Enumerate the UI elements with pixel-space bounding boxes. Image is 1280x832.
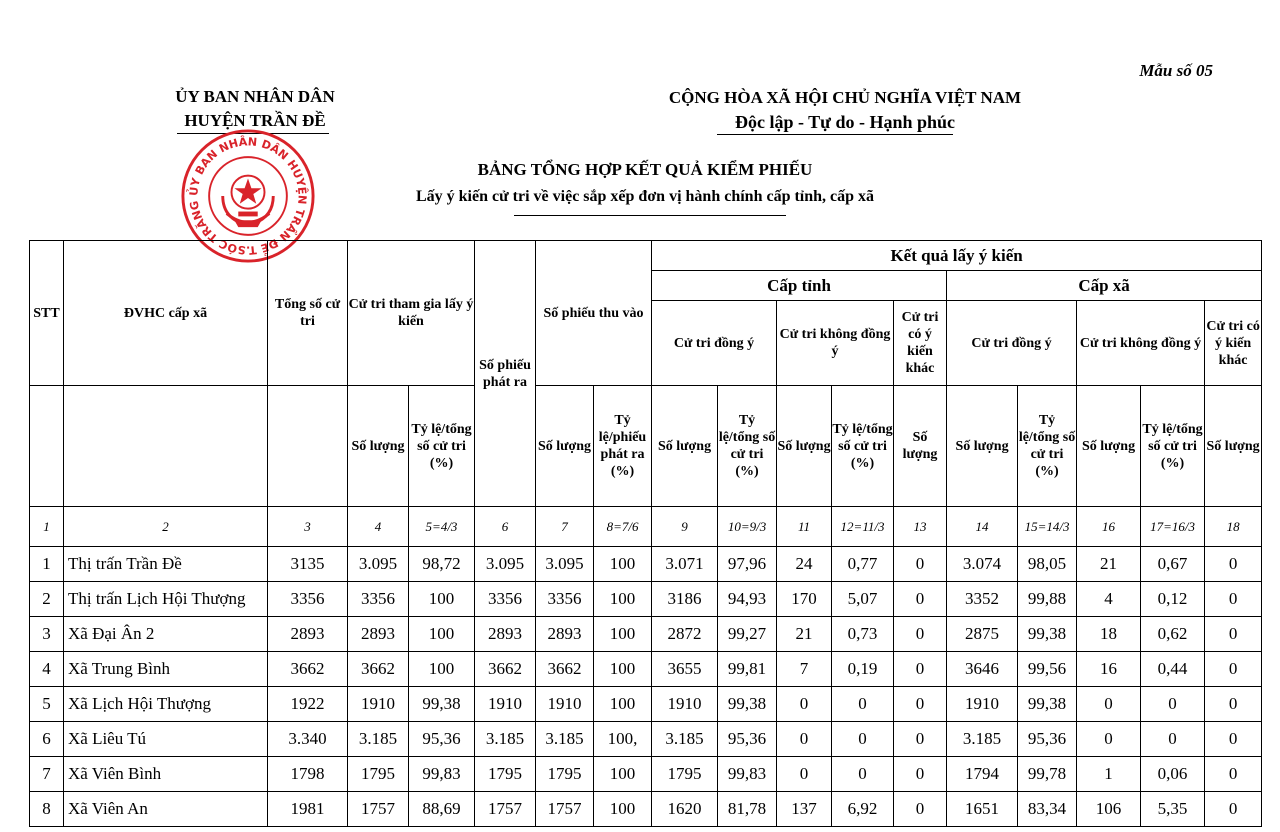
table-cell: 3662 [475, 652, 536, 687]
table-cell: 99,56 [1018, 652, 1077, 687]
unit-name: Xã Liêu Tú [64, 722, 268, 757]
table-cell: 99,78 [1018, 757, 1077, 792]
header-total-voters: Tổng số cử tri [268, 241, 348, 386]
table-cell: 1795 [652, 757, 718, 792]
column-number: 1 [30, 507, 64, 547]
table-cell: 1757 [348, 792, 409, 827]
table-cell: 95,36 [1018, 722, 1077, 757]
table-row [30, 547, 1262, 582]
table-cell: 0 [1205, 617, 1262, 652]
table-cell: 0 [777, 687, 832, 722]
table-cell: 3.074 [947, 547, 1018, 582]
table-row [30, 757, 1262, 792]
table-cell: 0 [1077, 722, 1141, 757]
table-cell: 0 [777, 722, 832, 757]
table-cell: 95,36 [409, 722, 475, 757]
table-cell: 0 [894, 617, 947, 652]
table-cell: 0,62 [1141, 617, 1205, 652]
header-qty: Số lượng [894, 386, 947, 507]
unit-name: Thị trấn Lịch Hội Thượng [64, 582, 268, 617]
table-cell: 95,36 [718, 722, 777, 757]
table-cell: 1620 [652, 792, 718, 827]
row-index: 7 [30, 757, 64, 792]
table-cell: 3662 [536, 652, 594, 687]
unit-name: Xã Trung Bình [64, 652, 268, 687]
header-qty: Số lượng [652, 386, 718, 507]
column-number-row [30, 507, 1262, 547]
table-cell: 100 [594, 547, 652, 582]
column-number: 3 [268, 507, 348, 547]
table-cell: 1757 [536, 792, 594, 827]
table-cell: 2872 [652, 617, 718, 652]
table-cell: 2893 [536, 617, 594, 652]
table-cell: 0 [1205, 652, 1262, 687]
column-number: 17=16/3 [1141, 507, 1205, 547]
table-cell: 3.095 [348, 547, 409, 582]
column-number: 9 [652, 507, 718, 547]
table-cell: 98,72 [409, 547, 475, 582]
authority-line2: HUYỆN TRẦN ĐỀ [184, 111, 326, 130]
header-results: Kết quả lấy ý kiến [652, 241, 1262, 271]
table-cell: 3646 [947, 652, 1018, 687]
table-cell: 0 [894, 757, 947, 792]
table-cell: 1910 [536, 687, 594, 722]
table-cell: 2893 [475, 617, 536, 652]
table-cell: 3352 [947, 582, 1018, 617]
table-cell: 3135 [268, 547, 348, 582]
table-cell: 0,19 [832, 652, 894, 687]
unit-name: Xã Viên Bình [64, 757, 268, 792]
header-unit: ĐVHC cấp xã [64, 241, 268, 386]
row-index: 3 [30, 617, 64, 652]
header-qty: Số lượng [947, 386, 1018, 507]
table-cell: 24 [777, 547, 832, 582]
subtitle-underline [514, 215, 786, 216]
table-cell: 0 [1141, 687, 1205, 722]
table-row [30, 617, 1262, 652]
table-cell: 97,96 [718, 547, 777, 582]
table-row [30, 652, 1262, 687]
column-number: 2 [64, 507, 268, 547]
header-ratio: Tỷ lệ/tổng số cử tri (%) [1018, 386, 1077, 507]
table-cell: 3356 [268, 582, 348, 617]
header-comm-agree: Cử tri đồng ý [947, 301, 1077, 386]
table-cell: 0 [894, 652, 947, 687]
header-stt: STT [30, 241, 64, 386]
table-cell: 1795 [536, 757, 594, 792]
table-cell: 99,88 [1018, 582, 1077, 617]
unit-name: Xã Đại Ân 2 [64, 617, 268, 652]
table-cell: 3655 [652, 652, 718, 687]
table-cell: 1910 [652, 687, 718, 722]
table-cell: 100 [594, 757, 652, 792]
document-title: BẢNG TỔNG HỢP KẾT QUẢ KIỂM PHIẾU [477, 160, 813, 179]
header-comm-other: Cử tri có ý kiến khác [1205, 301, 1262, 386]
table-cell: 83,34 [1018, 792, 1077, 827]
column-number: 6 [475, 507, 536, 547]
header-received: Số phiếu thu vào [536, 241, 652, 386]
table-cell: 1910 [947, 687, 1018, 722]
results-table [29, 240, 1262, 827]
table-row [30, 687, 1262, 722]
table-cell: 3356 [348, 582, 409, 617]
row-index: 5 [30, 687, 64, 722]
table-cell: 5,07 [832, 582, 894, 617]
column-number: 14 [947, 507, 1018, 547]
header-ratio: Tỷ lệ/tổng số cử tri (%) [718, 386, 777, 507]
table-cell: 0 [894, 792, 947, 827]
table-cell: 1910 [475, 687, 536, 722]
table-cell: 3.185 [536, 722, 594, 757]
table-cell: 1981 [268, 792, 348, 827]
table-cell: 1 [1077, 757, 1141, 792]
table-cell: 1651 [947, 792, 1018, 827]
table-cell: 5,35 [1141, 792, 1205, 827]
column-number: 7 [536, 507, 594, 547]
table-cell: 0 [1077, 687, 1141, 722]
table-cell: 3356 [536, 582, 594, 617]
column-number: 4 [348, 507, 409, 547]
table-cell: 0 [832, 687, 894, 722]
table-cell: 0 [894, 582, 947, 617]
table-cell: 0 [1205, 687, 1262, 722]
table-cell: 0 [1205, 792, 1262, 827]
column-number: 10=9/3 [718, 507, 777, 547]
table-cell: 3.340 [268, 722, 348, 757]
header-stt-sub [30, 386, 64, 507]
table-cell: 99,38 [1018, 617, 1077, 652]
header-qty: Số lượng [1205, 386, 1262, 507]
table-cell: 100 [594, 687, 652, 722]
header-qty: Số lượng [348, 386, 409, 507]
table-cell: 3186 [652, 582, 718, 617]
header-prov-agree: Cử tri đồng ý [652, 301, 777, 386]
table-cell: 0,77 [832, 547, 894, 582]
column-number: 5=4/3 [409, 507, 475, 547]
table-row [30, 582, 1262, 617]
table-cell: 3.071 [652, 547, 718, 582]
header-qty: Số lượng [536, 386, 594, 507]
unit-name: Xã Viên An [64, 792, 268, 827]
table-cell: 99,83 [409, 757, 475, 792]
header-participating: Cử tri tham gia lấy ý kiến [348, 241, 475, 386]
table-cell: 0 [894, 722, 947, 757]
table-cell: 1922 [268, 687, 348, 722]
table-cell: 170 [777, 582, 832, 617]
header-qty: Số lượng [1077, 386, 1141, 507]
column-number: 11 [777, 507, 832, 547]
column-number: 18 [1205, 507, 1262, 547]
table-cell: 3662 [348, 652, 409, 687]
table-cell: 99,38 [718, 687, 777, 722]
table-cell: 1795 [475, 757, 536, 792]
table-cell: 88,69 [409, 792, 475, 827]
table-cell: 1798 [268, 757, 348, 792]
national-header [600, 85, 1090, 135]
table-cell: 0,67 [1141, 547, 1205, 582]
header-unit-sub [64, 386, 268, 507]
table-cell: 100, [594, 722, 652, 757]
table-cell: 98,05 [1018, 547, 1077, 582]
table-cell: 0 [832, 757, 894, 792]
table-cell: 4 [1077, 582, 1141, 617]
table-cell: 99,83 [718, 757, 777, 792]
table-cell: 100 [594, 652, 652, 687]
table-cell: 0,06 [1141, 757, 1205, 792]
table-cell: 16 [1077, 652, 1141, 687]
table-cell: 0 [1205, 547, 1262, 582]
header-province: Cấp tỉnh [652, 271, 947, 301]
table-cell: 0 [894, 547, 947, 582]
table-cell: 0,44 [1141, 652, 1205, 687]
table-cell: 0,12 [1141, 582, 1205, 617]
table-cell: 3.095 [475, 547, 536, 582]
table-cell: 3662 [268, 652, 348, 687]
table-cell: 3.185 [475, 722, 536, 757]
table-cell: 1757 [475, 792, 536, 827]
unit-name: Xã Lịch Hội Thượng [64, 687, 268, 722]
header-ratio: Tỷ lệ/tổng số cử tri (%) [409, 386, 475, 507]
table-cell: 100 [409, 652, 475, 687]
table-cell: 18 [1077, 617, 1141, 652]
row-index: 6 [30, 722, 64, 757]
table-cell: 99,81 [718, 652, 777, 687]
form-number: Mẫu số 05 [1139, 61, 1213, 80]
svg-text:ỦY BAN NHÂN DÂN HUYỆN TRẦN ĐỀ: ỦY BAN NHÂN DÂN HUYỆN TRẦN ĐỀ T.SÓC TRĂNG [187, 135, 309, 257]
table-cell: 99,38 [1018, 687, 1077, 722]
header-qty: Số lượng [777, 386, 832, 507]
table-cell: 99,38 [409, 687, 475, 722]
table-cell: 137 [777, 792, 832, 827]
issuing-authority [140, 85, 370, 133]
table-cell: 106 [1077, 792, 1141, 827]
table-cell: 100 [594, 792, 652, 827]
table-cell: 2893 [348, 617, 409, 652]
table-cell: 1910 [348, 687, 409, 722]
nation-motto: Độc lập - Tự do - Hạnh phúc [734, 112, 956, 132]
column-number: 13 [894, 507, 947, 547]
document-subtitle: Lấy ý kiến cử tri về việc sắp xếp đơn vị hành chính cấp tỉnh, cấp xã [415, 188, 875, 205]
table-cell: 3.185 [348, 722, 409, 757]
table-cell: 3.185 [947, 722, 1018, 757]
header-ratio-issued: Tỷ lệ/phiếu phát ra (%) [594, 386, 652, 507]
table-cell: 100 [409, 617, 475, 652]
unit-name: Thị trấn Trần Đề [64, 547, 268, 582]
table-cell: 6,92 [832, 792, 894, 827]
table-cell: 0 [777, 757, 832, 792]
header-ratio: Tỷ lệ/tổng số cử tri (%) [1141, 386, 1205, 507]
table-cell: 7 [777, 652, 832, 687]
table-cell: 0 [1205, 582, 1262, 617]
table-cell: 3.185 [652, 722, 718, 757]
table-cell: 0 [894, 687, 947, 722]
table-cell: 0,73 [832, 617, 894, 652]
table-cell: 21 [777, 617, 832, 652]
table-cell: 0 [1205, 722, 1262, 757]
table-cell: 0 [832, 722, 894, 757]
table-cell: 21 [1077, 547, 1141, 582]
row-index: 2 [30, 582, 64, 617]
table-cell: 3.095 [536, 547, 594, 582]
table-cell: 2893 [268, 617, 348, 652]
table-cell: 0 [1205, 757, 1262, 792]
header-prov-disagree: Cử tri không đồng ý [777, 301, 894, 386]
table-cell: 99,27 [718, 617, 777, 652]
table-cell: 3356 [475, 582, 536, 617]
table-cell: 94,93 [718, 582, 777, 617]
motto-underline [717, 134, 953, 135]
table-cell: 100 [594, 617, 652, 652]
table-cell: 81,78 [718, 792, 777, 827]
table-cell: 0 [1141, 722, 1205, 757]
table-cell: 100 [594, 582, 652, 617]
row-index: 1 [30, 547, 64, 582]
row-index: 4 [30, 652, 64, 687]
table-cell: 100 [409, 582, 475, 617]
column-number: 15=14/3 [1018, 507, 1077, 547]
column-number: 8=7/6 [594, 507, 652, 547]
column-number: 12=11/3 [832, 507, 894, 547]
header-commune: Cấp xã [947, 271, 1262, 301]
table-cell: 1794 [947, 757, 1018, 792]
column-number: 16 [1077, 507, 1141, 547]
header-comm-disagree: Cử tri không đồng ý [1077, 301, 1205, 386]
row-index: 8 [30, 792, 64, 827]
table-row [30, 792, 1262, 827]
header-total-sub [268, 386, 348, 507]
table-cell: 1795 [348, 757, 409, 792]
header-ratio: Tỷ lệ/tổng số cử tri (%) [832, 386, 894, 507]
authority-line1: ỦY BAN NHÂN DÂN [175, 87, 335, 106]
nation-name: CỘNG HÒA XÃ HỘI CHỦ NGHĨA VIỆT NAM [668, 88, 1022, 107]
header-issued: Số phiếu phát ra [475, 241, 536, 507]
header-prov-other: Cử tri có ý kiến khác [894, 301, 947, 386]
table-cell: 2875 [947, 617, 1018, 652]
table-row [30, 722, 1262, 757]
